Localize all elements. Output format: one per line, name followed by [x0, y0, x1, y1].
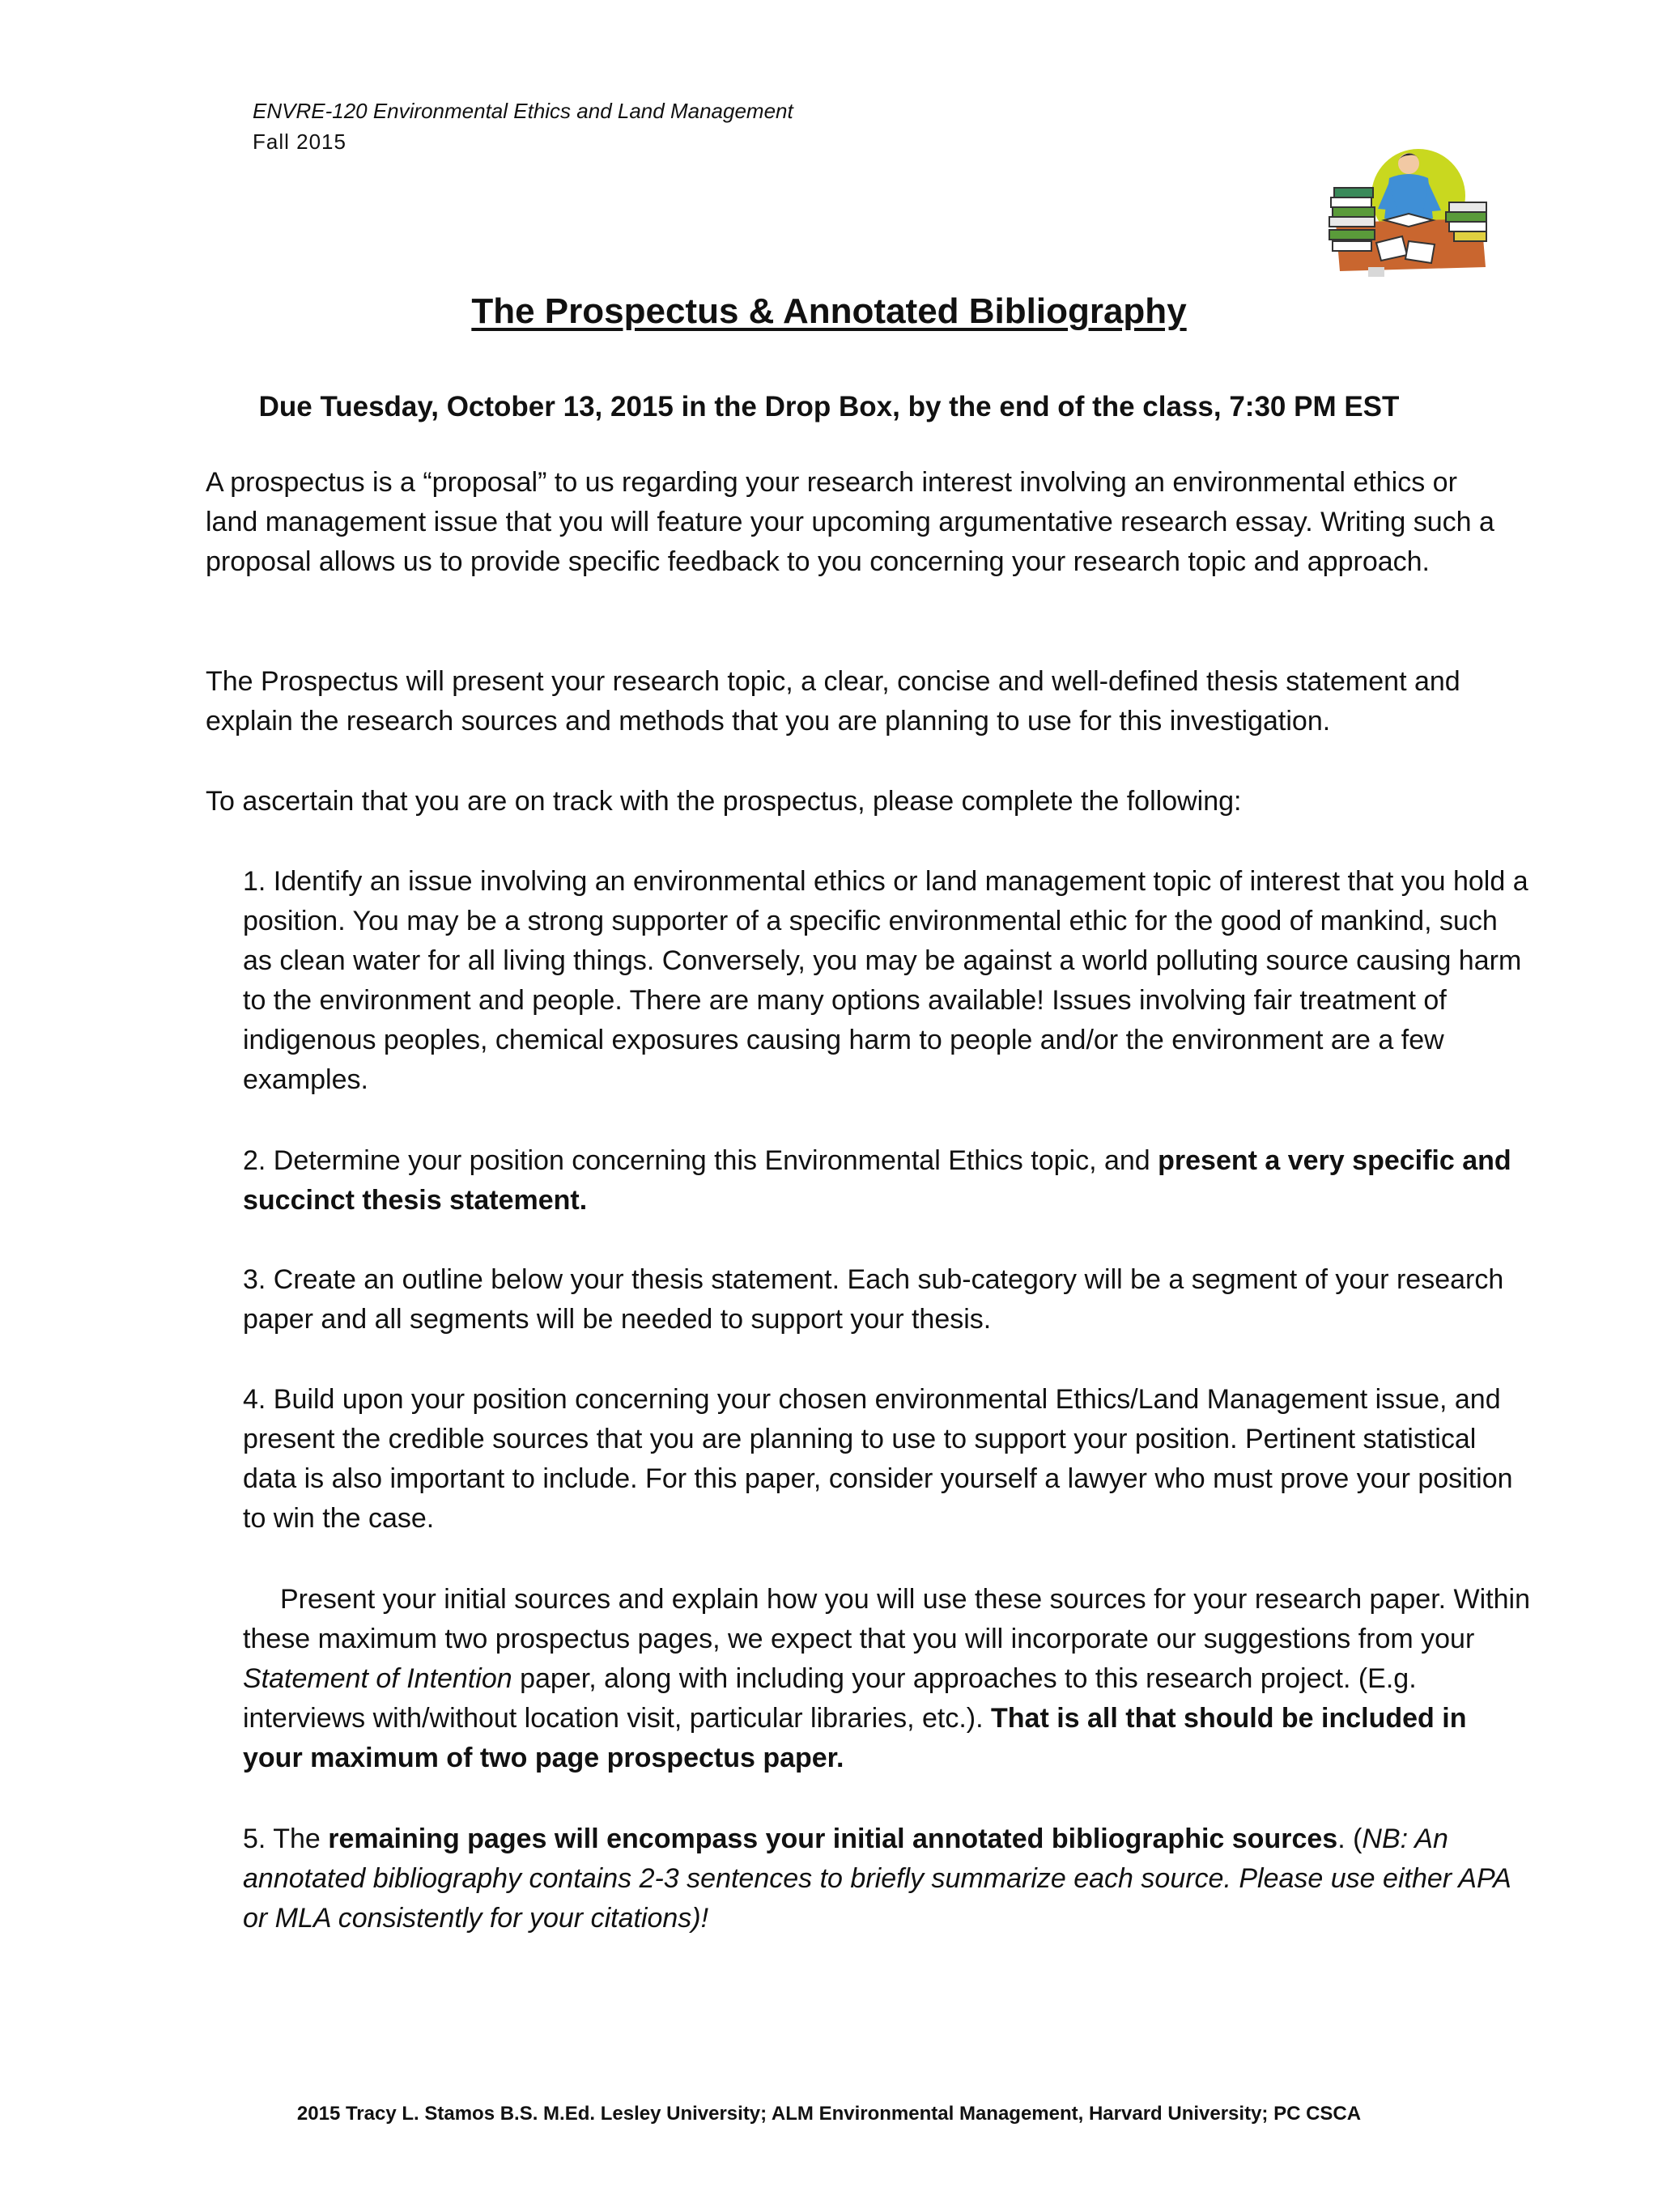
footer-credit: 2015 Tracy L. Stamos B.S. M.Ed. Lesley University; ALM Environmental Management, Harvard University; PC CSCA [296, 2103, 1362, 2125]
list-item-2-text: 2. Determine your position concerning this Environmental Ethics topic, and [243, 1145, 1158, 1176]
list-item-5-emphasis: remaining pages will encompass your initial annotated bibliographic sources [328, 1824, 1338, 1854]
list-item-2-emphasis: present a very specific and succinct thesis statement. [243, 1145, 1511, 1216]
list-item-3: 3. Create an outline below your thesis statement. Each sub-category will be a segment of your research paper and all segments will be needed to support your thesis. [243, 1264, 1504, 1335]
due-date: Due Tuesday, October 13, 2015 in the Drop Box, by the end of the class, 7:30 PM EST [258, 391, 1400, 422]
list-item-4b-emphasis: That is all that should be included in your maximum of two page prospectus paper. [243, 1703, 1467, 1773]
list-item-5-punct: . ( [1337, 1824, 1363, 1854]
course-title: ENVRE-120 Environmental Ethics and Land Management [253, 99, 793, 123]
list-item-4-continuation [243, 1580, 1530, 1778]
prospectus-paragraph: The Prospectus will present your research topic, a clear, concise and well-defined thesis statement and explain the research sources and methods that you are planning to use for this investigation. [206, 666, 1460, 737]
list-item-5 [243, 1819, 1530, 1938]
list-item-4: 4. Build upon your position concerning your chosen environmental Ethics/Land Management issue, and present the credible sources that you are planning to use to support your position. Pertinent statistical data is also important to include. For this paper, consider yourself a lawyer who must prove your position to win the case. [243, 1384, 1513, 1534]
intro-paragraph: A prospectus is a “proposal” to us regarding your research interest involving an environmental ethics or land management issue that you will feature your upcoming argumentative research essay. Writing such a proposal allows us to provide specific feedback to you concerning your research topic and approach. [206, 467, 1494, 577]
instructions-lead: To ascertain that you are on track with the prospectus, please complete the following: [206, 786, 1242, 817]
statement-of-intention-ref: Statement of Intention [243, 1663, 512, 1694]
term: Fall 2015 [253, 129, 346, 154]
page-title: The Prospectus & Annotated Bibliography [471, 291, 1187, 331]
list-item-1: 1. Identify an issue involving an environmental ethics or land management topic of interest that you hold a position. You may be a strong supporter of a specific environmental ethic for the good of mankind, such as clean water for all living things. Conversely, you may be against a world polluting source causing harm to the environment and people. There are many options available! Issues involving fair treatment of indigenous peoples, chemical exposures causing harm to people and/or the environment are a few examples. [243, 866, 1528, 1095]
list-item-4b-text: Present your initial sources and explain how you will use these sources for your research paper. Within these maximum two prospectus pages, we expect that you will incorporate our suggestions from your [243, 1584, 1530, 1654]
student-studying-icon [1328, 146, 1490, 283]
list-item-5-note: NB: An annotated bibliography contains 2-3 sentences to briefly summarize each source. Please use either APA or MLA consistently for your citations)! [243, 1824, 1511, 1934]
list-item-5-number: 5. The [243, 1824, 329, 1854]
list-item-4b-text-2: paper, along with including your approaches to this research project. (E.g. interviews with/without location visit, particular libraries, etc.). [243, 1663, 1417, 1734]
list-item-2 [243, 1141, 1530, 1221]
